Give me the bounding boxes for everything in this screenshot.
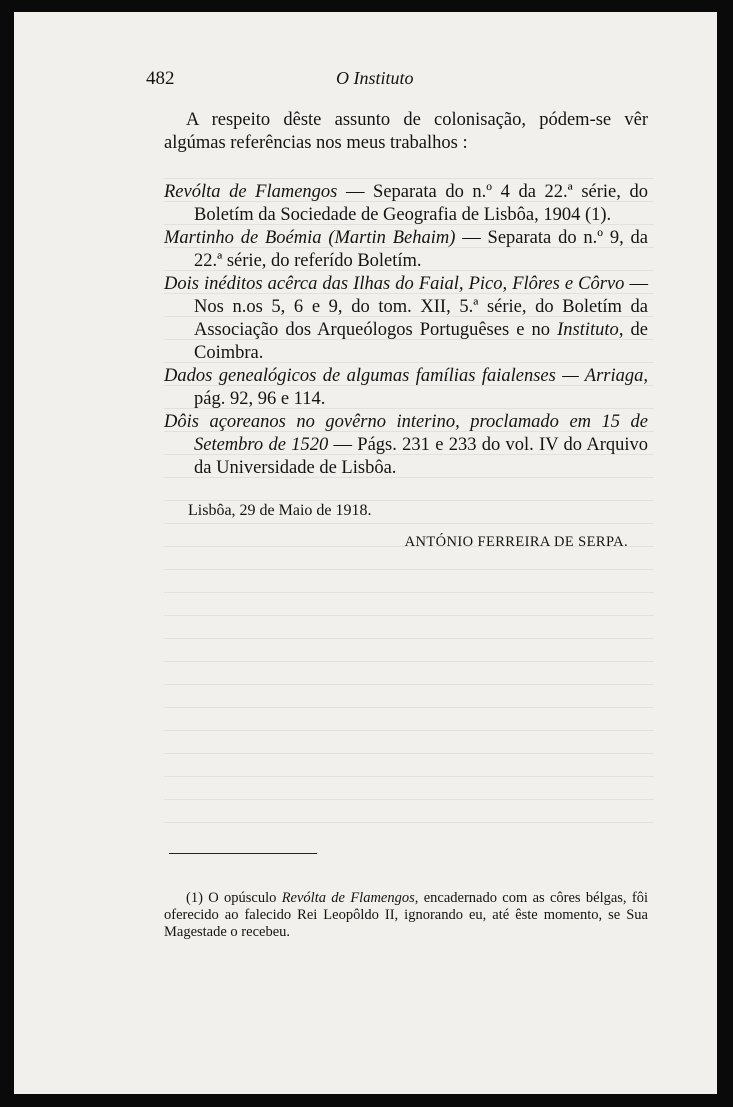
reference-item: [164, 411, 648, 480]
reference-item: [164, 227, 648, 273]
reference-title: Revólta de Flamengos: [164, 182, 338, 202]
reference-details: pág. 92, 96 e 114.: [194, 389, 326, 409]
body-text: [164, 109, 648, 554]
footnote-text: , encadernado com as côres bélgas, fôi oferecido ao falecido Rei Leopôldo II, ignorando eu, até êste momento, se Sua Magestade o recebeu.: [164, 890, 648, 940]
reference-details: — Págs. 231 e 233 do vol. IV do Arquivo da Universidade de Lisbôa.: [194, 435, 648, 478]
signoff: [164, 499, 648, 554]
document-page: [14, 12, 717, 1094]
footnote-title: Revólta de Flamengos: [281, 890, 415, 906]
reference-list: [164, 181, 648, 480]
reference-title: Dois inéditos acêrca das Ilhas do Faial, Pico, Flôres e Côrvo: [164, 274, 625, 294]
running-title: O Instituto: [336, 68, 414, 88]
author-name: ANTÓNIO FERREIRA DE SERPA.: [404, 534, 628, 550]
reference-title: Martinho de Boémia (Martin Behaim): [164, 228, 456, 248]
date-line: Lisbôa, 29 de Maio de 1918.: [188, 502, 372, 519]
reference-tail: , de Coimbra.: [194, 320, 648, 363]
page-number: 482: [146, 68, 175, 89]
reference-item: [164, 181, 648, 227]
intro-paragraph: A respeito dêste assunto de colonisação, pódem-se vêr algúmas referências nos meus trabalhos :: [164, 110, 648, 153]
footnote-divider: [169, 853, 317, 854]
reference-title: Dados genealógicos de algumas famílias faialenses — Arriaga,: [164, 366, 648, 386]
footnote: [164, 890, 648, 941]
reference-details: — Nos n.os 5, 6 e 9, do tom. XII, 5.ª série, do Boletím da Associação dos Arqueólogos Portuguêses e no: [194, 274, 648, 340]
reference-item: [164, 273, 648, 365]
page-header: [146, 68, 626, 98]
reference-tail-title: Instituto: [557, 320, 619, 340]
reference-title: Dôis açoreanos no govêrno interino, proclamado em 15 de Setembro de 1520: [164, 412, 648, 455]
reference-details: — Separata do n.º 4 da 22.ª série, do Boletím da Sociedade de Geografia de Lisbôa, 1904 (1).: [194, 182, 648, 225]
reference-item: [164, 365, 648, 411]
reference-details: — Separata do n.º 9, da 22.ª série, do referído Boletím.: [194, 228, 648, 271]
footnote-marker: (1) O opúsculo: [186, 890, 282, 906]
